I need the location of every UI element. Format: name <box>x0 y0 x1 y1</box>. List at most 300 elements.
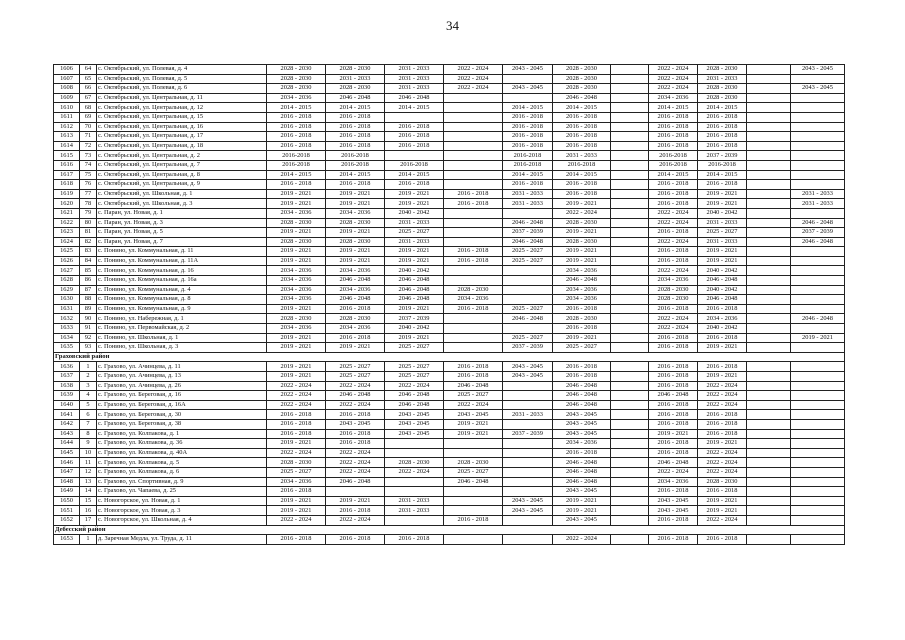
period-cell: 2016 - 2018 <box>326 112 385 122</box>
period-cell: 2028 - 2030 <box>267 458 326 468</box>
spacer-cell <box>611 65 649 75</box>
period-cell: 2046 - 2048 <box>385 93 444 103</box>
row-number: 1620 <box>54 199 80 209</box>
period-cell: 2019 - 2021 <box>553 333 611 343</box>
local-number: 64 <box>80 65 97 75</box>
address-cell: с. Октябрьский, ул. Центральная, д. 9 <box>97 180 267 190</box>
period-cell: 2014 - 2015 <box>649 170 698 180</box>
district-name: Граховский район <box>54 352 845 362</box>
period-cell: 2034 - 2036 <box>267 477 326 487</box>
spacer-cell <box>747 93 791 103</box>
period-cell: 2046 - 2048 <box>791 218 845 228</box>
period-cell: 2016 - 2018 <box>649 372 698 382</box>
period-cell <box>503 439 553 449</box>
period-cell <box>503 400 553 410</box>
period-cell: 2016 - 2018 <box>553 189 611 199</box>
period-cell: 2043 - 2045 <box>385 429 444 439</box>
period-cell <box>444 132 503 142</box>
table-row <box>54 228 845 238</box>
period-cell: 2019 - 2021 <box>553 247 611 257</box>
period-cell: 2034 - 2036 <box>267 295 326 305</box>
spacer-cell <box>611 74 649 84</box>
period-cell: 2019 - 2021 <box>326 199 385 209</box>
period-cell: 2016 - 2018 <box>553 180 611 190</box>
period-cell: 2016 - 2018 <box>649 343 698 353</box>
row-number: 1645 <box>54 448 80 458</box>
period-cell: 2037 - 2039 <box>503 343 553 353</box>
table-row <box>54 285 845 295</box>
row-number: 1611 <box>54 112 80 122</box>
period-cell <box>444 487 503 497</box>
period-cell <box>791 487 845 497</box>
period-cell <box>503 295 553 305</box>
period-cell: 2016 - 2018 <box>698 141 747 151</box>
period-cell: 2034 - 2036 <box>553 439 611 449</box>
period-cell: 2019 - 2021 <box>553 228 611 238</box>
row-number: 1651 <box>54 506 80 516</box>
spacer-cell <box>611 141 649 151</box>
period-cell: 2022 - 2024 <box>444 65 503 75</box>
period-cell: 2046 - 2048 <box>649 458 698 468</box>
period-cell: 2019 - 2021 <box>698 189 747 199</box>
period-cell <box>791 381 845 391</box>
period-cell: 2025 - 2027 <box>503 256 553 266</box>
period-cell: 2046 - 2048 <box>385 285 444 295</box>
period-cell <box>791 535 845 545</box>
address-cell: с. Октябрьский, ул. Центральная, д. 16 <box>97 122 267 132</box>
table-row <box>54 74 845 84</box>
period-cell: 2019 - 2021 <box>326 189 385 199</box>
period-cell: 2025 - 2027 <box>444 467 503 477</box>
spacer-cell <box>747 84 791 94</box>
address-cell: с. Паран, ул. Новая, д. 1 <box>97 208 267 218</box>
spacer-cell <box>747 199 791 209</box>
period-cell <box>791 256 845 266</box>
period-cell: 2019 - 2021 <box>326 256 385 266</box>
row-number: 1608 <box>54 84 80 94</box>
period-cell: 2016 - 2018 <box>267 419 326 429</box>
period-cell: 2046 - 2048 <box>698 295 747 305</box>
spacer-cell <box>747 180 791 190</box>
table-row <box>54 391 845 401</box>
spacer-cell <box>611 487 649 497</box>
period-cell: 2028 - 2030 <box>267 65 326 75</box>
district-name: Дебесский район <box>54 525 845 535</box>
spacer-cell <box>611 496 649 506</box>
period-cell: 2040 - 2042 <box>385 266 444 276</box>
period-cell: 2034 - 2036 <box>326 285 385 295</box>
local-number: 74 <box>80 160 97 170</box>
spacer-cell <box>611 180 649 190</box>
table-row <box>54 496 845 506</box>
spacer-cell <box>611 304 649 314</box>
period-cell <box>791 448 845 458</box>
address-cell: с. Понино, ул. Первомайская, д. 2 <box>97 324 267 334</box>
period-cell: 2028 - 2030 <box>698 477 747 487</box>
period-cell: 2016 - 2018 <box>698 429 747 439</box>
period-cell: 2031 - 2033 <box>385 496 444 506</box>
address-cell: с. Грахово, ул. Береговая, д. 30 <box>97 410 267 420</box>
period-cell: 2014 - 2015 <box>385 170 444 180</box>
period-cell: 2031 - 2033 <box>503 189 553 199</box>
period-cell: 2040 - 2042 <box>385 208 444 218</box>
local-number: 86 <box>80 276 97 286</box>
spacer-cell <box>747 141 791 151</box>
local-number: 87 <box>80 285 97 295</box>
period-cell: 2046 - 2048 <box>326 93 385 103</box>
period-cell: 2016-2018 <box>503 160 553 170</box>
period-cell: 2019 - 2021 <box>267 506 326 516</box>
address-cell: с. Грахово, ул. Ачинцева, д. 26 <box>97 381 267 391</box>
period-cell: 2034 - 2036 <box>267 276 326 286</box>
period-cell: 2014 - 2015 <box>267 170 326 180</box>
period-cell <box>503 391 553 401</box>
period-cell: 2046 - 2048 <box>444 381 503 391</box>
period-cell: 2016 - 2018 <box>649 333 698 343</box>
table-row <box>54 199 845 209</box>
period-cell: 2022 - 2024 <box>698 381 747 391</box>
spacer-cell <box>747 247 791 257</box>
period-cell: 2028 - 2030 <box>326 84 385 94</box>
period-cell: 2022 - 2024 <box>326 381 385 391</box>
period-cell <box>444 276 503 286</box>
spacer-cell <box>747 362 791 372</box>
spacer-cell <box>747 218 791 228</box>
period-cell: 2016 - 2018 <box>698 419 747 429</box>
period-cell: 2022 - 2024 <box>698 458 747 468</box>
period-cell: 2031 - 2033 <box>385 84 444 94</box>
address-cell: с. Октябрьский, ул. Центральная, д. 15 <box>97 112 267 122</box>
row-number: 1640 <box>54 400 80 410</box>
period-cell: 2046 - 2048 <box>553 458 611 468</box>
table-row <box>54 343 845 353</box>
period-cell: 2022 - 2024 <box>326 467 385 477</box>
local-number: 4 <box>80 391 97 401</box>
table-row <box>54 477 845 487</box>
period-cell: 2034 - 2036 <box>326 208 385 218</box>
row-number: 1618 <box>54 180 80 190</box>
row-number: 1644 <box>54 439 80 449</box>
address-cell: с. Понино, ул. Коммунальная, д. 16 <box>97 266 267 276</box>
period-cell <box>385 515 444 525</box>
row-number: 1613 <box>54 132 80 142</box>
table-row <box>54 535 845 545</box>
period-cell: 2034 - 2036 <box>267 266 326 276</box>
period-cell: 2019 - 2021 <box>267 228 326 238</box>
period-cell <box>791 208 845 218</box>
local-number: 93 <box>80 343 97 353</box>
period-cell: 2046 - 2048 <box>791 237 845 247</box>
spacer-cell <box>747 467 791 477</box>
period-cell: 2034 - 2036 <box>649 477 698 487</box>
period-cell: 2028 - 2030 <box>326 218 385 228</box>
address-cell: д. Заречная Медла, ул. Труда, д. 11 <box>97 535 267 545</box>
period-cell: 2019 - 2021 <box>326 343 385 353</box>
address-cell: с. Понино, ул. Коммунальная, д. 11 <box>97 247 267 257</box>
period-cell: 2031 - 2033 <box>503 199 553 209</box>
period-cell: 2031 - 2033 <box>385 506 444 516</box>
address-cell: с. Грахово, ул. Спортивная, д. 9 <box>97 477 267 487</box>
spacer-cell <box>611 199 649 209</box>
period-cell <box>444 333 503 343</box>
local-number: 72 <box>80 141 97 151</box>
address-cell: с. Понино, ул. Коммунальная, д. 16а <box>97 276 267 286</box>
period-cell: 2022 - 2024 <box>444 74 503 84</box>
period-cell: 2019 - 2021 <box>698 256 747 266</box>
table-row <box>54 112 845 122</box>
period-cell: 2019 - 2021 <box>267 247 326 257</box>
address-cell: с. Октябрьский, ул. Центральная, д. 17 <box>97 132 267 142</box>
period-cell: 2019 - 2021 <box>267 189 326 199</box>
local-number: 73 <box>80 151 97 161</box>
period-cell: 2019 - 2021 <box>267 333 326 343</box>
period-cell <box>385 151 444 161</box>
row-number: 1635 <box>54 343 80 353</box>
period-cell <box>444 439 503 449</box>
period-cell: 2019 - 2021 <box>553 199 611 209</box>
period-cell <box>385 448 444 458</box>
local-number: 14 <box>80 487 97 497</box>
period-cell <box>503 467 553 477</box>
period-cell: 2016 - 2018 <box>553 112 611 122</box>
spacer-cell <box>611 84 649 94</box>
period-cell <box>385 439 444 449</box>
period-cell: 2016 - 2018 <box>649 141 698 151</box>
period-cell: 2019 - 2021 <box>267 439 326 449</box>
spacer-cell <box>747 487 791 497</box>
period-cell: 2028 - 2030 <box>444 285 503 295</box>
period-cell <box>385 477 444 487</box>
period-cell: 2040 - 2042 <box>698 266 747 276</box>
period-cell: 2016 - 2018 <box>698 132 747 142</box>
period-cell: 2019 - 2021 <box>698 439 747 449</box>
spacer-cell <box>611 362 649 372</box>
period-cell: 2043 - 2045 <box>791 65 845 75</box>
period-cell: 2046 - 2048 <box>503 237 553 247</box>
address-cell: с. Грахово, ул. Колпакова, д. 40А <box>97 448 267 458</box>
address-cell: с. Грахово, ул. Колпакова, д. 6 <box>97 467 267 477</box>
row-number: 1653 <box>54 535 80 545</box>
period-cell <box>791 304 845 314</box>
period-cell: 2043 - 2045 <box>503 65 553 75</box>
table-row <box>54 218 845 228</box>
local-number: 85 <box>80 266 97 276</box>
address-cell: с. Грахово, ул. Чапаева, д. 25 <box>97 487 267 497</box>
period-cell: 2028 - 2030 <box>267 84 326 94</box>
period-cell: 2037 - 2039 <box>503 429 553 439</box>
address-cell: с. Октябрьский, ул. Центральная, д. 7 <box>97 160 267 170</box>
table-row <box>54 304 845 314</box>
period-cell: 2022 - 2024 <box>649 467 698 477</box>
period-cell: 2016 - 2018 <box>503 180 553 190</box>
period-cell: 2016 - 2018 <box>649 132 698 142</box>
period-cell <box>791 247 845 257</box>
period-cell: 2016 - 2018 <box>444 304 503 314</box>
table-row <box>54 160 845 170</box>
period-cell: 2016 - 2018 <box>698 535 747 545</box>
period-cell <box>791 477 845 487</box>
period-cell: 2016 - 2018 <box>326 429 385 439</box>
period-cell: 2037 - 2039 <box>791 228 845 238</box>
period-cell: 2016-2018 <box>503 151 553 161</box>
period-cell: 2016 - 2018 <box>444 256 503 266</box>
period-cell: 2016 - 2018 <box>385 180 444 190</box>
period-cell: 2025 - 2027 <box>698 228 747 238</box>
period-cell: 2016 - 2018 <box>267 487 326 497</box>
period-cell: 2016 - 2018 <box>267 132 326 142</box>
period-cell: 2014 - 2015 <box>698 103 747 113</box>
period-cell: 2016 - 2018 <box>385 132 444 142</box>
period-cell: 2028 - 2030 <box>326 314 385 324</box>
period-cell <box>503 515 553 525</box>
period-cell <box>791 400 845 410</box>
period-cell <box>791 372 845 382</box>
period-cell: 2019 - 2021 <box>326 228 385 238</box>
local-number: 82 <box>80 237 97 247</box>
table-row <box>54 439 845 449</box>
period-cell <box>503 477 553 487</box>
period-cell: 2016 - 2018 <box>649 419 698 429</box>
local-number: 78 <box>80 199 97 209</box>
spacer-cell <box>611 103 649 113</box>
period-cell: 2016 - 2018 <box>267 180 326 190</box>
period-cell <box>791 112 845 122</box>
district-header-row <box>54 525 845 535</box>
period-cell: 2016-2018 <box>267 151 326 161</box>
period-cell: 2022 - 2024 <box>385 381 444 391</box>
table-row <box>54 515 845 525</box>
address-cell: с. Грахово, ул. Ачинцева, д. 13 <box>97 372 267 382</box>
period-cell: 2028 - 2030 <box>553 314 611 324</box>
period-cell: 2022 - 2024 <box>267 400 326 410</box>
period-cell <box>444 314 503 324</box>
row-number: 1633 <box>54 324 80 334</box>
local-number: 67 <box>80 93 97 103</box>
period-cell: 2016 - 2018 <box>698 304 747 314</box>
period-cell: 2028 - 2030 <box>267 314 326 324</box>
row-number: 1637 <box>54 372 80 382</box>
address-cell: с. Новогорское, ул. Новая, д. 1 <box>97 496 267 506</box>
period-cell <box>444 170 503 180</box>
period-cell: 2028 - 2030 <box>553 74 611 84</box>
period-cell: 2031 - 2033 <box>385 237 444 247</box>
period-cell: 2028 - 2030 <box>553 237 611 247</box>
spacer-cell <box>611 132 649 142</box>
period-cell: 2019 - 2021 <box>553 256 611 266</box>
period-cell: 2014 - 2015 <box>503 103 553 113</box>
spacer-cell <box>611 535 649 545</box>
period-cell: 2016 - 2018 <box>649 410 698 420</box>
period-cell: 2016-2018 <box>385 160 444 170</box>
period-cell: 2043 - 2045 <box>326 419 385 429</box>
period-cell: 2014 - 2015 <box>385 103 444 113</box>
period-cell: 2016 - 2018 <box>553 372 611 382</box>
spacer-cell <box>611 112 649 122</box>
row-number: 1647 <box>54 467 80 477</box>
period-cell <box>385 112 444 122</box>
period-cell: 2016-2018 <box>698 160 747 170</box>
row-number: 1614 <box>54 141 80 151</box>
period-cell: 2016-2018 <box>649 151 698 161</box>
row-number: 1616 <box>54 160 80 170</box>
row-number: 1623 <box>54 228 80 238</box>
period-cell: 2016 - 2018 <box>444 199 503 209</box>
row-number: 1652 <box>54 515 80 525</box>
local-number: 17 <box>80 515 97 525</box>
spacer-cell <box>747 276 791 286</box>
period-cell: 2043 - 2045 <box>503 496 553 506</box>
period-cell: 2046 - 2048 <box>503 314 553 324</box>
period-cell: 2034 - 2036 <box>326 324 385 334</box>
table-row <box>54 122 845 132</box>
period-cell: 2022 - 2024 <box>649 218 698 228</box>
period-cell: 2028 - 2030 <box>553 84 611 94</box>
spacer-cell <box>747 391 791 401</box>
period-cell <box>444 180 503 190</box>
period-cell: 2019 - 2021 <box>267 304 326 314</box>
period-cell: 2025 - 2027 <box>385 343 444 353</box>
period-cell: 2028 - 2030 <box>553 218 611 228</box>
period-cell: 2016 - 2018 <box>698 333 747 343</box>
period-cell: 2031 - 2033 <box>385 74 444 84</box>
row-number: 1634 <box>54 333 80 343</box>
period-cell: 2016 - 2018 <box>326 141 385 151</box>
period-cell: 2043 - 2045 <box>503 362 553 372</box>
period-cell: 2016 - 2018 <box>326 410 385 420</box>
address-cell: с. Грахово, ул. Береговая, д. 16 <box>97 391 267 401</box>
period-cell: 2016 - 2018 <box>326 333 385 343</box>
period-cell: 2046 - 2048 <box>326 477 385 487</box>
period-cell <box>791 324 845 334</box>
period-cell: 2014 - 2015 <box>698 170 747 180</box>
period-cell: 2043 - 2045 <box>385 410 444 420</box>
period-cell: 2016-2018 <box>553 160 611 170</box>
spacer-cell <box>747 112 791 122</box>
row-number: 1622 <box>54 218 80 228</box>
period-cell: 2019 - 2021 <box>385 247 444 257</box>
address-cell: с. Понино, ул. Коммунальная, д. 4 <box>97 285 267 295</box>
local-number: 9 <box>80 439 97 449</box>
table-row <box>54 65 845 75</box>
period-cell: 2043 - 2045 <box>503 372 553 382</box>
period-cell: 2028 - 2030 <box>649 285 698 295</box>
period-cell: 2016 - 2018 <box>444 372 503 382</box>
period-cell <box>444 324 503 334</box>
table-row <box>54 362 845 372</box>
table-row <box>54 132 845 142</box>
period-cell: 2028 - 2030 <box>698 84 747 94</box>
period-cell: 2022 - 2024 <box>553 535 611 545</box>
period-cell: 2019 - 2021 <box>267 199 326 209</box>
period-cell: 2016-2018 <box>326 151 385 161</box>
row-number: 1615 <box>54 151 80 161</box>
local-number: 80 <box>80 218 97 228</box>
period-cell: 2014 - 2015 <box>553 103 611 113</box>
period-cell: 2016 - 2018 <box>649 535 698 545</box>
spacer-cell <box>747 496 791 506</box>
address-cell: с. Октябрьский, ул. Полевая, д. 4 <box>97 65 267 75</box>
spacer-cell <box>611 400 649 410</box>
period-cell <box>444 496 503 506</box>
period-cell <box>444 208 503 218</box>
period-cell <box>503 276 553 286</box>
address-cell: с. Понино, ул. Набережная, д. 1 <box>97 314 267 324</box>
period-cell: 2019 - 2021 <box>385 304 444 314</box>
period-cell: 2022 - 2024 <box>444 400 503 410</box>
period-cell: 2016 - 2018 <box>649 515 698 525</box>
address-cell: с. Новогорское, ул. Школьная, д. 4 <box>97 515 267 525</box>
period-cell: 2016 - 2018 <box>698 362 747 372</box>
